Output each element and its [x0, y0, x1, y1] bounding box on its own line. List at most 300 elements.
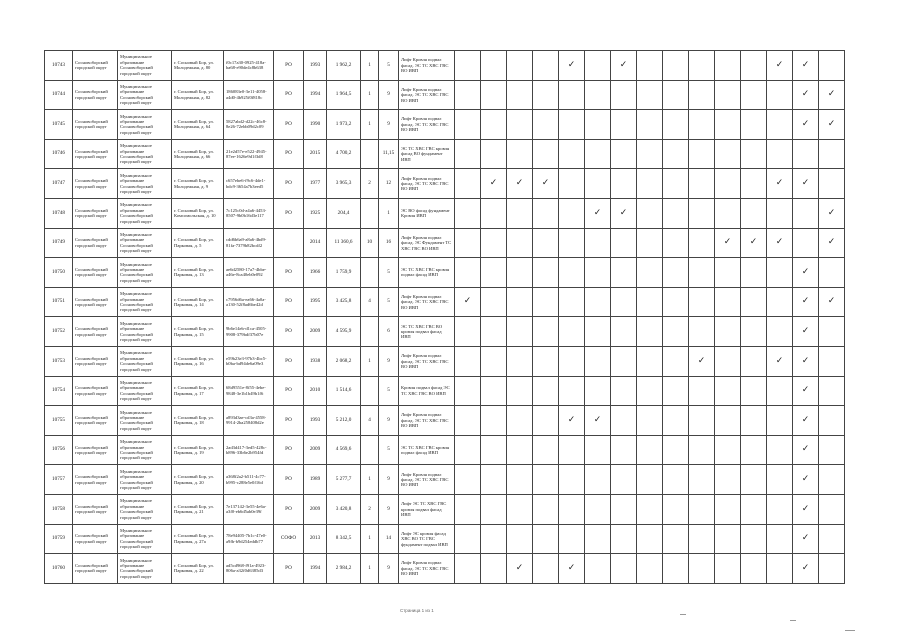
cell-fund-form: РО [274, 494, 304, 524]
cell-fund-form: РО [274, 376, 304, 406]
cell-year: 2009 [304, 494, 327, 524]
cell-count-a [361, 198, 379, 228]
empty-check-cell [637, 169, 663, 199]
cell-address: г. Сосновый Бор, ул. Парковая, д. 14 [172, 287, 224, 317]
empty-check-cell [455, 406, 481, 436]
cell-fund-form: РО [274, 169, 304, 199]
empty-check-cell [559, 524, 585, 554]
empty-check-cell [507, 524, 533, 554]
empty-check-cell [767, 435, 793, 465]
empty-check-cell [481, 554, 507, 584]
cell-address: г. Сосновый Бор, ул. Парковая, д. 13 [172, 258, 224, 288]
cell-owner: Муниципальное образование Сосновоборский городской округ [118, 524, 172, 554]
empty-check-cell [663, 346, 689, 376]
empty-check-cell [585, 376, 611, 406]
check-mark-icon: ✓ [793, 524, 819, 554]
empty-check-cell [455, 465, 481, 495]
cell-owner: Муниципальное образование Сосновоборский городской округ [118, 554, 172, 584]
cell-count-b: 12 [379, 169, 399, 199]
cell-guid: a893d3ae-cd3a-4558-9914-2ba258408d2e [224, 406, 274, 436]
empty-check-cell [533, 51, 559, 81]
empty-check-cell [819, 524, 845, 554]
cell-guid: c7956d6a-ea66-4a0a-a130-52f8ad6be42d [224, 287, 274, 317]
table-row [45, 465, 845, 495]
empty-check-cell [767, 110, 793, 140]
empty-check-cell [793, 139, 819, 169]
empty-check-cell [715, 554, 741, 584]
empty-check-cell [533, 494, 559, 524]
cell-guid: 9b6e14eb-d1ca-4505-9908-379bdf37b07e [224, 317, 274, 347]
cell-address: г. Сосновый Бор, ул. Парковая, д. 5 [172, 228, 224, 258]
cell-count-a: 2 [361, 494, 379, 524]
empty-check-cell [585, 346, 611, 376]
empty-check-cell [611, 110, 637, 140]
empty-check-cell [715, 287, 741, 317]
empty-check-cell [741, 494, 767, 524]
empty-check-cell [715, 258, 741, 288]
empty-check-cell [611, 554, 637, 584]
empty-check-cell [715, 406, 741, 436]
cell-count-a [361, 139, 379, 169]
empty-check-cell [455, 346, 481, 376]
empty-check-cell [507, 376, 533, 406]
cell-address: г. Сосновый Бор, ул. Парковая, д. 19 [172, 435, 224, 465]
cell-municipality: Сосновоборский городской округ [73, 228, 118, 258]
empty-check-cell [481, 80, 507, 110]
cell-municipality: Сосновоборский городской округ [73, 465, 118, 495]
table-row [45, 258, 845, 288]
check-mark-icon: ✓ [819, 198, 845, 228]
cell-count-a: 4 [361, 287, 379, 317]
empty-check-cell [533, 346, 559, 376]
table-row [45, 317, 845, 347]
empty-check-cell [689, 169, 715, 199]
cell-owner: Муниципальное образование Сосновоборский городской округ [118, 228, 172, 258]
empty-check-cell [715, 524, 741, 554]
cell-count-a [361, 376, 379, 406]
cell-year: 1966 [304, 258, 327, 288]
cell-work-types: Лифт Кровля подвал фасад. ЭС ТС ХВС ГВС ВО ИВП [399, 465, 455, 495]
check-mark-icon: ✓ [793, 494, 819, 524]
check-mark-icon: ✓ [611, 51, 637, 81]
cell-record-id: 10752 [45, 317, 73, 347]
cell-guid: cdd6b6a9-a8a6-4bd9-81fa-7379b82bcdf2 [224, 228, 274, 258]
empty-check-cell [767, 406, 793, 436]
check-mark-icon: ✓ [533, 169, 559, 199]
empty-check-cell [637, 317, 663, 347]
empty-check-cell [533, 80, 559, 110]
check-mark-icon: ✓ [793, 346, 819, 376]
empty-check-cell [585, 435, 611, 465]
empty-check-cell [819, 435, 845, 465]
empty-check-cell [689, 110, 715, 140]
empty-check-cell [611, 228, 637, 258]
empty-check-cell [481, 435, 507, 465]
cell-work-types: ЭС ВО фасад фундамент Кровля ИВП [399, 198, 455, 228]
empty-check-cell [533, 524, 559, 554]
empty-check-cell [741, 465, 767, 495]
cell-count-a: 4 [361, 406, 379, 436]
empty-check-cell [533, 258, 559, 288]
table-row [45, 435, 845, 465]
cell-year: 1977 [304, 169, 327, 199]
empty-check-cell [637, 465, 663, 495]
cell-work-types: ЭС ТС ХВС ГВС ВО кровля подвал фасад ИВП [399, 317, 455, 347]
housing-registry-table [44, 50, 845, 584]
cell-year: 2010 [304, 376, 327, 406]
empty-check-cell [689, 376, 715, 406]
empty-check-cell [559, 376, 585, 406]
empty-check-cell [663, 494, 689, 524]
empty-check-cell [715, 51, 741, 81]
cell-record-id: 10755 [45, 406, 73, 436]
cell-count-b: 6 [379, 317, 399, 347]
cell-area: 1 514,6 [327, 376, 361, 406]
table-row [45, 80, 845, 110]
cell-municipality: Сосновоборский городской округ [73, 346, 118, 376]
check-mark-icon: ✓ [455, 287, 481, 317]
empty-check-cell [585, 287, 611, 317]
check-mark-icon: ✓ [819, 110, 845, 140]
empty-check-cell [637, 198, 663, 228]
table-row [45, 169, 845, 199]
cell-count-b: 5 [379, 258, 399, 288]
cell-record-id: 10757 [45, 465, 73, 495]
empty-check-cell [611, 435, 637, 465]
empty-check-cell [585, 524, 611, 554]
empty-check-cell [689, 139, 715, 169]
cell-municipality: Сосновоборский городской округ [73, 554, 118, 584]
cell-year: 1995 [304, 287, 327, 317]
cell-owner: Муниципальное образование Сосновоборский городской округ [118, 435, 172, 465]
empty-check-cell [507, 435, 533, 465]
cell-area: 8 342,5 [327, 524, 361, 554]
cell-year: 1938 [304, 346, 327, 376]
cell-year: 2015 [304, 139, 327, 169]
empty-check-cell [585, 51, 611, 81]
cell-work-types: Лифт Кровля подвал фасад. ЭС ТС ХВС ГВС ВО ИВП [399, 80, 455, 110]
cell-address: г. Сосновый Бор, ул. Парковая, д. 27а [172, 524, 224, 554]
empty-check-cell [455, 376, 481, 406]
cell-count-a: 1 [361, 80, 379, 110]
cell-fund-form: РО [274, 198, 304, 228]
empty-check-cell [559, 258, 585, 288]
check-mark-icon: ✓ [507, 554, 533, 584]
empty-check-cell [481, 258, 507, 288]
cell-record-id: 10753 [45, 346, 73, 376]
table-row [45, 346, 845, 376]
cell-area: 11 360,6 [327, 228, 361, 258]
cell-count-b: 1 [379, 198, 399, 228]
cell-owner: Муниципальное образование Сосновоборский городской округ [118, 494, 172, 524]
cell-count-a: 1 [361, 465, 379, 495]
cell-work-types: Лифт ЭС кровля фасад ХВС ВО ТС ГВС фундамент подвал ИВП [399, 524, 455, 554]
cell-area: 2 068,2 [327, 346, 361, 376]
empty-check-cell [585, 317, 611, 347]
cell-area: 2 984,2 [327, 554, 361, 584]
cell-work-types: Лифт ЭС ТС ХВС ГВС кровля подвал фасад ИВП [399, 494, 455, 524]
cell-count-b: 9 [379, 110, 399, 140]
cell-count-a [361, 435, 379, 465]
empty-check-cell [663, 110, 689, 140]
cell-address: г. Сосновый Бор, ул. Парковая, д. 16 [172, 346, 224, 376]
empty-check-cell [481, 317, 507, 347]
cell-record-id: 10754 [45, 376, 73, 406]
check-mark-icon: ✓ [559, 51, 585, 81]
check-mark-icon: ✓ [819, 80, 845, 110]
cell-count-b: 5 [379, 376, 399, 406]
table-row [45, 51, 845, 81]
empty-check-cell [559, 346, 585, 376]
empty-check-cell [507, 228, 533, 258]
cell-address: г. Сосновый Бор, ул. Парковая, д. 17 [172, 376, 224, 406]
cell-fund-form: РО [274, 406, 304, 436]
cell-record-id: 10756 [45, 435, 73, 465]
empty-check-cell [663, 317, 689, 347]
cell-municipality: Сосновоборский городской округ [73, 110, 118, 140]
cell-fund-form: РО [274, 346, 304, 376]
cell-area: 1 962,2 [327, 51, 361, 81]
empty-check-cell [689, 51, 715, 81]
empty-check-cell [819, 376, 845, 406]
cell-area: 4 569,6 [327, 435, 361, 465]
check-mark-icon: ✓ [767, 228, 793, 258]
empty-check-cell [715, 139, 741, 169]
empty-check-cell [767, 465, 793, 495]
empty-check-cell [819, 346, 845, 376]
check-mark-icon: ✓ [793, 80, 819, 110]
check-mark-icon: ✓ [715, 228, 741, 258]
cell-guid: 7e137142-3e55-4e6a-a3f0-eb6d5ab0e39f [224, 494, 274, 524]
empty-check-cell [637, 228, 663, 258]
empty-check-cell [689, 494, 715, 524]
empty-check-cell [741, 317, 767, 347]
cell-record-id: 10745 [45, 110, 73, 140]
cell-municipality: Сосновоборский городской округ [73, 317, 118, 347]
empty-check-cell [585, 494, 611, 524]
cell-fund-form: РО [274, 258, 304, 288]
cell-municipality: Сосновоборский городской округ [73, 376, 118, 406]
check-mark-icon: ✓ [793, 317, 819, 347]
cell-guid: 68d9551e-8f55-4ebe-9848-3e1b1b49b1f6 [224, 376, 274, 406]
empty-check-cell [715, 317, 741, 347]
empty-check-cell [663, 465, 689, 495]
empty-check-cell [767, 524, 793, 554]
empty-check-cell [585, 465, 611, 495]
cell-owner: Муниципальное образование Сосновоборский городской округ [118, 51, 172, 81]
cell-record-id: 10746 [45, 139, 73, 169]
empty-check-cell [741, 554, 767, 584]
check-mark-icon: ✓ [585, 198, 611, 228]
cell-work-types: Лифт Кровля подвал фасад. ЭС ТС ХВС ГВС ВО ИВП [399, 346, 455, 376]
empty-check-cell [689, 465, 715, 495]
cell-municipality: Сосновоборский городской округ [73, 287, 118, 317]
cell-guid: f0c17a30-0925-418a-ba68-e90de4c8b638 [224, 51, 274, 81]
check-mark-icon: ✓ [793, 51, 819, 81]
cell-work-types: Лифт Кровля подвал фасад. ЭС Фундамент ТС ХВС ГВС ВО ИВП [399, 228, 455, 258]
empty-check-cell [819, 494, 845, 524]
empty-check-cell [533, 435, 559, 465]
cell-record-id: 10751 [45, 287, 73, 317]
cell-count-a: 1 [361, 51, 379, 81]
empty-check-cell [611, 287, 637, 317]
cell-area: 5 212,0 [327, 406, 361, 436]
empty-check-cell [663, 139, 689, 169]
empty-check-cell [767, 258, 793, 288]
cell-record-id: 10759 [45, 524, 73, 554]
empty-check-cell [507, 51, 533, 81]
empty-check-cell [741, 346, 767, 376]
empty-check-cell [767, 494, 793, 524]
empty-check-cell [455, 228, 481, 258]
empty-check-cell [819, 406, 845, 436]
empty-check-cell [533, 406, 559, 436]
check-mark-icon: ✓ [767, 51, 793, 81]
empty-check-cell [611, 80, 637, 110]
empty-check-cell [585, 110, 611, 140]
empty-check-cell [689, 435, 715, 465]
cell-municipality: Сосновоборский городской округ [73, 524, 118, 554]
empty-check-cell [481, 287, 507, 317]
cell-work-types: Лифт Кровля подвал фасад. ЭС ТС ХВС ГВС ВО ИВП [399, 554, 455, 584]
check-mark-icon: ✓ [559, 406, 585, 436]
empty-check-cell [637, 524, 663, 554]
empty-check-cell [741, 110, 767, 140]
empty-check-cell [455, 110, 481, 140]
cell-address: г. Сосновый Бор, ул. Молодежная, д. 82 [172, 80, 224, 110]
cell-fund-form: РО [274, 465, 304, 495]
empty-check-cell [663, 198, 689, 228]
cell-year: 1994 [304, 80, 327, 110]
cell-guid: 186083e0-3e11-4058-a4d0-4b925f0f818c [224, 80, 274, 110]
cell-area: 1 759,9 [327, 258, 361, 288]
empty-check-cell [533, 287, 559, 317]
cell-year: 2013 [304, 524, 327, 554]
cell-municipality: Сосновоборский городской округ [73, 435, 118, 465]
empty-check-cell [689, 258, 715, 288]
empty-check-cell [819, 317, 845, 347]
cell-count-a: 1 [361, 110, 379, 140]
cell-guid: ad5cd968-f91a-4923-806a-a32f0d6385d3 [224, 554, 274, 584]
cell-guid: 78e94405-7b1c-47e0-a9fb-b9d254eddb77 [224, 524, 274, 554]
cell-guid: a368f2a2-b511-4c77-b995-c288e5e0f16d [224, 465, 274, 495]
cell-fund-form: РО [274, 287, 304, 317]
empty-check-cell [663, 228, 689, 258]
cell-area: 3 425,8 [327, 287, 361, 317]
empty-check-cell [741, 169, 767, 199]
check-mark-icon: ✓ [793, 169, 819, 199]
empty-check-cell [611, 317, 637, 347]
empty-check-cell [689, 524, 715, 554]
empty-check-cell [611, 465, 637, 495]
empty-check-cell [533, 110, 559, 140]
empty-check-cell [481, 198, 507, 228]
empty-check-cell [611, 139, 637, 169]
empty-check-cell [559, 435, 585, 465]
cell-owner: Муниципальное образование Сосновоборский городской округ [118, 80, 172, 110]
cell-municipality: Сосновоборский городской округ [73, 169, 118, 199]
empty-check-cell [637, 287, 663, 317]
empty-check-cell [793, 228, 819, 258]
empty-check-cell [481, 524, 507, 554]
table-row [45, 554, 845, 584]
cell-municipality: Сосновоборский городской округ [73, 139, 118, 169]
cell-address: г. Сосновый Бор, ул. Молодежная, д. 80 [172, 51, 224, 81]
empty-check-cell [663, 287, 689, 317]
empty-check-cell [767, 198, 793, 228]
cell-municipality: Сосновоборский городской округ [73, 494, 118, 524]
cell-count-a [361, 317, 379, 347]
empty-check-cell [611, 406, 637, 436]
cell-work-types: Лифт Кровля подвал фасад. ЭС ТС ХВС ГВС ВО ИВП [399, 51, 455, 81]
check-mark-icon: ✓ [793, 110, 819, 140]
empty-check-cell [689, 80, 715, 110]
empty-check-cell [481, 465, 507, 495]
cell-count-b: 5 [379, 287, 399, 317]
empty-check-cell [741, 198, 767, 228]
empty-check-cell [611, 346, 637, 376]
empty-check-cell [455, 139, 481, 169]
cell-count-b: 9 [379, 494, 399, 524]
cell-fund-form: СОФО [274, 524, 304, 554]
cell-address: г. Сосновый Бор, ул. Молодежная, д. 66 [172, 139, 224, 169]
cell-count-a: 2 [361, 169, 379, 199]
cell-guid: 5827abd2-d22c-46c8-8e26-72ebb09d2c09 [224, 110, 274, 140]
empty-check-cell [455, 317, 481, 347]
cell-area: 3 965,3 [327, 169, 361, 199]
cell-count-a: 1 [361, 524, 379, 554]
cell-municipality: Сосновоборский городской округ [73, 198, 118, 228]
cell-address: г. Сосновый Бор, ул. Парковая, д. 20 [172, 465, 224, 495]
table-row [45, 287, 845, 317]
empty-check-cell [663, 258, 689, 288]
cell-guid: c657ebe6-f9c6-4de1-bdc9-3654a7b3eed5 [224, 169, 274, 199]
check-mark-icon: ✓ [793, 435, 819, 465]
empty-check-cell [455, 435, 481, 465]
cell-owner: Муниципальное образование Сосновоборский городской округ [118, 287, 172, 317]
cell-count-b: 9 [379, 554, 399, 584]
empty-check-cell [559, 317, 585, 347]
cell-year: 1990 [304, 110, 327, 140]
cell-record-id: 10760 [45, 554, 73, 584]
cell-address: г. Сосновый Бор, ул. Молодежная, д. 9 [172, 169, 224, 199]
empty-check-cell [559, 80, 585, 110]
empty-check-cell [507, 198, 533, 228]
check-mark-icon: ✓ [819, 287, 845, 317]
empty-check-cell [559, 139, 585, 169]
cell-owner: Муниципальное образование Сосновоборский городской округ [118, 406, 172, 436]
check-mark-icon: ✓ [481, 169, 507, 199]
cell-record-id: 10744 [45, 80, 73, 110]
empty-check-cell [663, 435, 689, 465]
cell-owner: Муниципальное образование Сосновоборский городской округ [118, 139, 172, 169]
cell-area: 1 964,5 [327, 80, 361, 110]
cell-owner: Муниципальное образование Сосновоборский городской округ [118, 169, 172, 199]
cell-address: г. Сосновый Бор, ул. Парковая, д. 15 [172, 317, 224, 347]
cell-year: 1994 [304, 554, 327, 584]
check-mark-icon: ✓ [793, 406, 819, 436]
empty-check-cell [637, 346, 663, 376]
empty-check-cell [481, 346, 507, 376]
cell-municipality: Сосновоборский городской округ [73, 406, 118, 436]
check-mark-icon: ✓ [767, 346, 793, 376]
cell-count-a: 1 [361, 554, 379, 584]
cell-owner: Муниципальное образование Сосновоборский городской округ [118, 346, 172, 376]
cell-guid: 7c125c0d-a4a6-4453-8507-9b0b16d3e117 [224, 198, 274, 228]
empty-check-cell [611, 524, 637, 554]
cell-fund-form: РО [274, 110, 304, 140]
empty-check-cell [585, 139, 611, 169]
